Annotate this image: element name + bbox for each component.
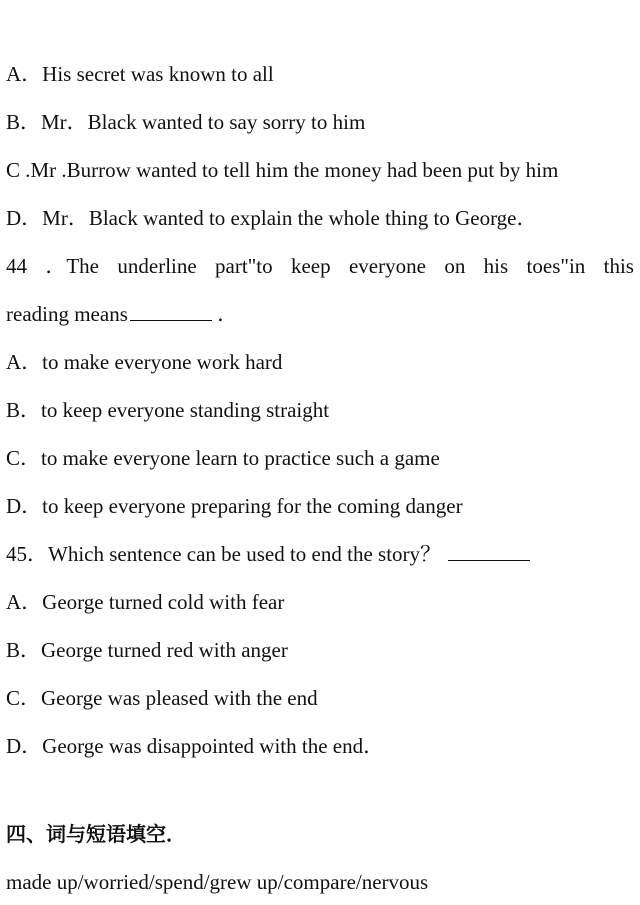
q44-word: everyone — [348, 254, 426, 278]
q43-option-d: D．Mr．Black wanted to explain the whole thing to George． — [6, 206, 538, 230]
q44-stem-line2 — [6, 300, 634, 328]
answer-blank — [448, 540, 530, 561]
q44-stem-prefix: reading means — [6, 302, 128, 326]
q43-option-c: C .Mr .Burrow wanted to tell him the money had been put by him — [6, 158, 559, 182]
q44-word: on — [444, 254, 466, 278]
word-bank: made up/worried/spend/grew up/compare/nervous — [6, 870, 429, 894]
q44-option-b: B．to keep everyone standing straight — [6, 398, 330, 422]
q45-option-a: A．George turned cold with fear — [6, 590, 285, 614]
q43-option-b: B．Mr．Black wanted to say sorry to him — [6, 110, 366, 134]
q44-word: toes"in — [526, 254, 586, 278]
q43-option-a: A．His secret was known to all — [6, 62, 274, 86]
q44-option-d: D．to keep everyone preparing for the coming danger — [6, 494, 463, 518]
q44-word: keep — [290, 254, 331, 278]
q44-word: underline — [117, 254, 197, 278]
q45-stem-text: 45．Which sentence can be used to end the story？ — [6, 542, 442, 566]
q45-option-b: B．George turned red with anger — [6, 638, 288, 662]
q44-word: his — [483, 254, 509, 278]
q44-option-a: A．to make everyone work hard — [6, 350, 283, 374]
section-heading: 四、词与短语填空． — [6, 822, 186, 846]
q45-option-d: D．George was disappointed with the end． — [6, 734, 385, 758]
q44-word: this — [603, 254, 634, 278]
q44-word: part"to — [215, 254, 273, 278]
q44-option-c: C．to make everyone learn to practice such a game — [6, 446, 440, 470]
q45-option-c: C．George was pleased with the end — [6, 686, 318, 710]
q44-word: ．The — [45, 254, 100, 278]
q44-word: 44 — [6, 254, 27, 278]
q45-stem — [6, 540, 634, 568]
q44-stem-suffix: ． — [217, 302, 239, 326]
answer-blank — [130, 300, 212, 321]
q44-stem-line1 — [6, 252, 634, 280]
